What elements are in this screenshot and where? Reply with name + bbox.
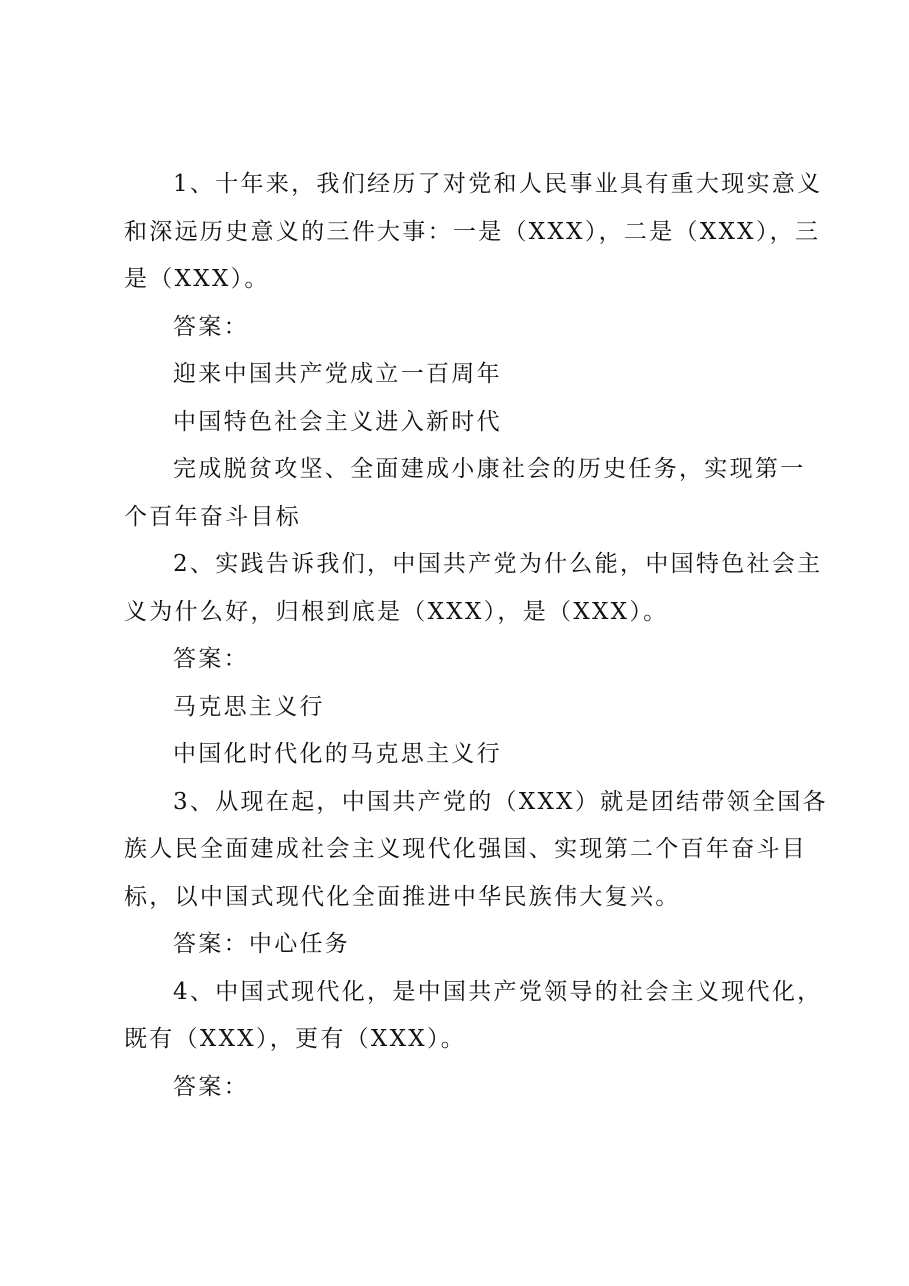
question-2-line-2: 义为什么好，归根到底是（XXX），是（XXX）。 <box>124 598 669 625</box>
question-4-line-1: 4、中国式现代化，是中国共产党领导的社会主义现代化， <box>173 978 823 1005</box>
question-1-answer-1: 迎来中国共产党成立一百周年 <box>173 361 502 387</box>
question-2-line-1: 2、实践告诉我们，中国共产党为什么能，中国特色社会主 <box>173 551 823 577</box>
question-1-line-2: 和深远历史意义的三件大事：一是（XXX），二是（XXX），三 <box>124 218 821 245</box>
question-4-line-2: 既有（XXX），更有（XXX）。 <box>124 1026 467 1052</box>
question-2-answer-label: 答案： <box>173 646 249 672</box>
question-1 <box>124 161 823 304</box>
question-2-answer-1: 马克思主义行 <box>173 693 325 720</box>
question-3-line-2: 族人民全面建成社会主义现代化强国、实现第二个百年奋斗目 <box>124 836 808 862</box>
question-1-answer-label: 答案： <box>173 313 249 340</box>
question-4-answer-label: 答案： <box>173 1073 249 1100</box>
question-1-answer-2: 中国特色社会主义进入新时代 <box>173 408 502 435</box>
question-3 <box>124 779 828 922</box>
question-2-answer-2: 中国化时代化的马克思主义行 <box>173 741 502 767</box>
question-1-answer-3-line-1: 完成脱贫攻坚、全面建成小康社会的历史任务，实现第一 <box>173 456 806 482</box>
question-1-answer-3 <box>124 446 806 541</box>
question-2 <box>124 541 823 636</box>
question-1-line-3: 是（XXX）。 <box>124 266 270 292</box>
question-4 <box>124 969 823 1064</box>
question-1-answer-3-line-2: 个百年奋斗目标 <box>124 503 302 530</box>
question-3-line-3: 标，以中国式现代化全面推进中华民族伟大复兴。 <box>124 883 681 910</box>
question-3-line-1: 3、从现在起，中国共产党的（XXX）就是团结带领全国各 <box>173 788 828 815</box>
question-1-line-1: 1、十年来，我们经历了对党和人民事业具有重大现实意义 <box>173 171 823 197</box>
document-body <box>124 161 828 1111</box>
question-3-answer: 答案：中心任务 <box>173 931 351 957</box>
